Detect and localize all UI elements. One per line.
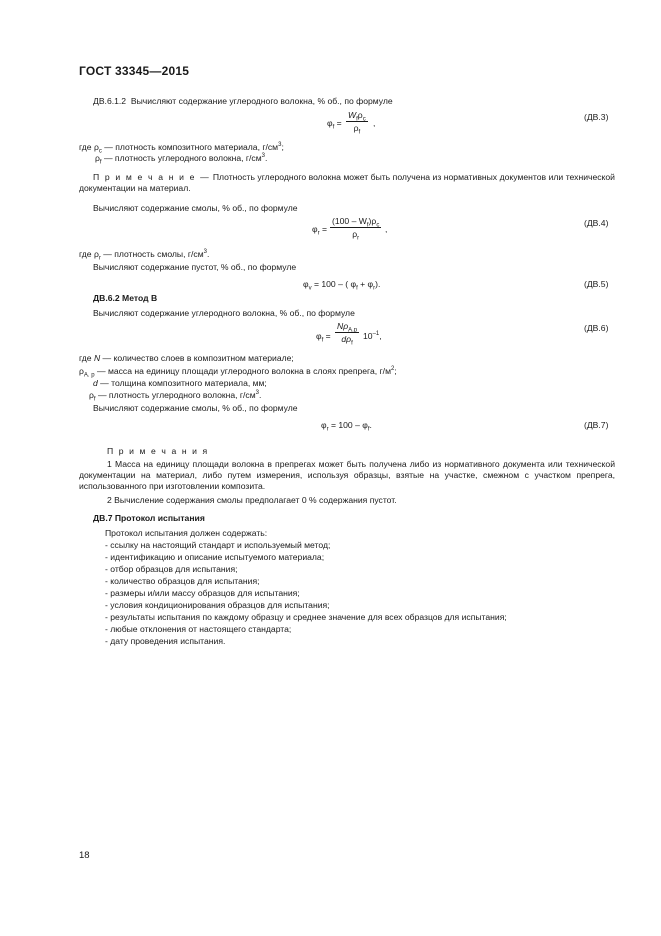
protocol-item-7: - результаты испытания по каждому образцу и среднее значение для всех образцов для испытания; [105,612,507,622]
section-number: ДВ.6.1.2 [93,96,127,106]
fraction-numerator: $N\rho_{A.p}$ [337,321,358,334]
note-item-2: 2 Вычисление содержания смолы предполагает 0 % содержания пустот. [107,495,397,505]
equation-dv3-tail: , [373,118,376,128]
equation-number-dv4: (ДВ.4) [584,218,609,228]
definition-rho-f: $\rho_f$ — плотность углеродного волокна, $г/см^3$. [95,153,268,166]
protocol-item-8: - любые отклонения от настоящего стандарта; [105,624,292,634]
notes-label: П р и м е ч а н и я [107,446,209,456]
protocol-item-2: - идентификацию и описание испытуемого материала; [105,552,325,562]
equation-number-dv3: (ДВ.3) [584,112,609,122]
protocol-item-5: - размеры и/или массу образцов для испытания; [105,588,300,598]
section-intro-text: Вычисляют содержание углеродного волокна, % об., по формуле [130,96,393,106]
definition-d: d — толщина композитного материала, мм; [93,378,267,388]
document-header-title: ГОСТ 33345—2015 [79,64,190,78]
equation-dv3-lhs: $\varphi_f$ = [327,118,342,131]
protocol-heading: ДВ.7 Протокол испытания [93,513,205,523]
method-b-intro: Вычисляют содержание углеродного волокна, % об., по формуле [93,308,355,318]
definition-rho-r: где $\rho_r$ — плотность смолы, $г/см^3$. [79,249,210,262]
protocol-item-9: - дату проведения испытания. [105,636,226,646]
equation-dv3-fraction [346,110,368,136]
note-fiber-density [79,172,615,194]
equation-dv7: $\varphi_r = 100 - \varphi_f$. [321,420,372,433]
equation-dv4-fraction [330,216,381,242]
voids-intro: Вычисляют содержание пустот, % об., по формуле [93,262,297,272]
protocol-item-1: - ссылку на настоящий стандарт и используемый метод; [105,540,331,550]
definition-rho-f-method-b: $\rho_f$ — плотность углеродного волокна, $г/см^3$. [89,390,262,403]
note-text: Плотность углеродного волокна может быть получена из нормативных документов или технической документации на материал. [79,172,615,193]
definition-n: где N — количество слоев в композитном материале; [79,353,294,363]
equation-dv6-lhs: $\varphi_f$ = [316,331,331,344]
equation-dv5: $\varphi_v = 100$ – ( $\varphi_f + \varphi_r$). [303,279,381,292]
fraction-numerator: $(100 - W_f)\rho_c$ [332,216,380,229]
definition-rho-c: где $\rho_c$ — плотность композитного материала, $г/см^3$; [79,142,284,155]
equation-number-dv5: (ДВ.5) [584,279,609,289]
note-item-1: 1 Масса на единицу площади волокна в препрегах может быть получена либо из нормативного документа или технической документации на материал, либо путем измерения, используя образцы, взятые на участке, смежном с участком препрега, использованного при изготовлении композита. [79,459,615,491]
fraction-denominator: $d\rho_f$ [341,334,353,347]
protocol-item-6: - условия кондиционирования образцов для испытания; [105,600,330,610]
method-b-heading: ДВ.6.2 Метод В [93,293,158,303]
equation-dv4-tail: , [385,224,388,234]
section-6-1-2-intro [93,96,393,107]
method-b-resin-intro: Вычисляют содержание смолы, % об., по формуле [93,403,298,413]
equation-number-dv6: (ДВ.6) [584,323,609,333]
fraction-denominator: $\rho_f$ [353,123,361,136]
protocol-intro: Протокол испытания должен содержать: [105,528,268,538]
protocol-item-4: - количество образцов для испытания; [105,576,260,586]
equation-dv6-tail: $10^{-1}$, [363,331,382,341]
resin-intro: Вычисляют содержание смолы, % об., по формуле [93,203,298,213]
fraction-denominator: $\rho_r$ [352,229,360,242]
definition-rho-ap: $\rho_{A. p}$ — масса на единицу площади углеродного волокна в слоях препрега, $г/м^2$; [79,366,397,379]
fraction-numerator: $W_f\rho_c$ [348,110,366,123]
equation-dv6-fraction [335,321,359,347]
page-number: 18 [79,850,90,861]
equation-number-dv7: (ДВ.7) [584,420,609,430]
protocol-item-3: - отбор образцов для испытания; [105,564,238,574]
note-label: П р и м е ч а н и е — [93,172,211,182]
equation-dv4-lhs: $\varphi_r$ = [312,224,327,237]
